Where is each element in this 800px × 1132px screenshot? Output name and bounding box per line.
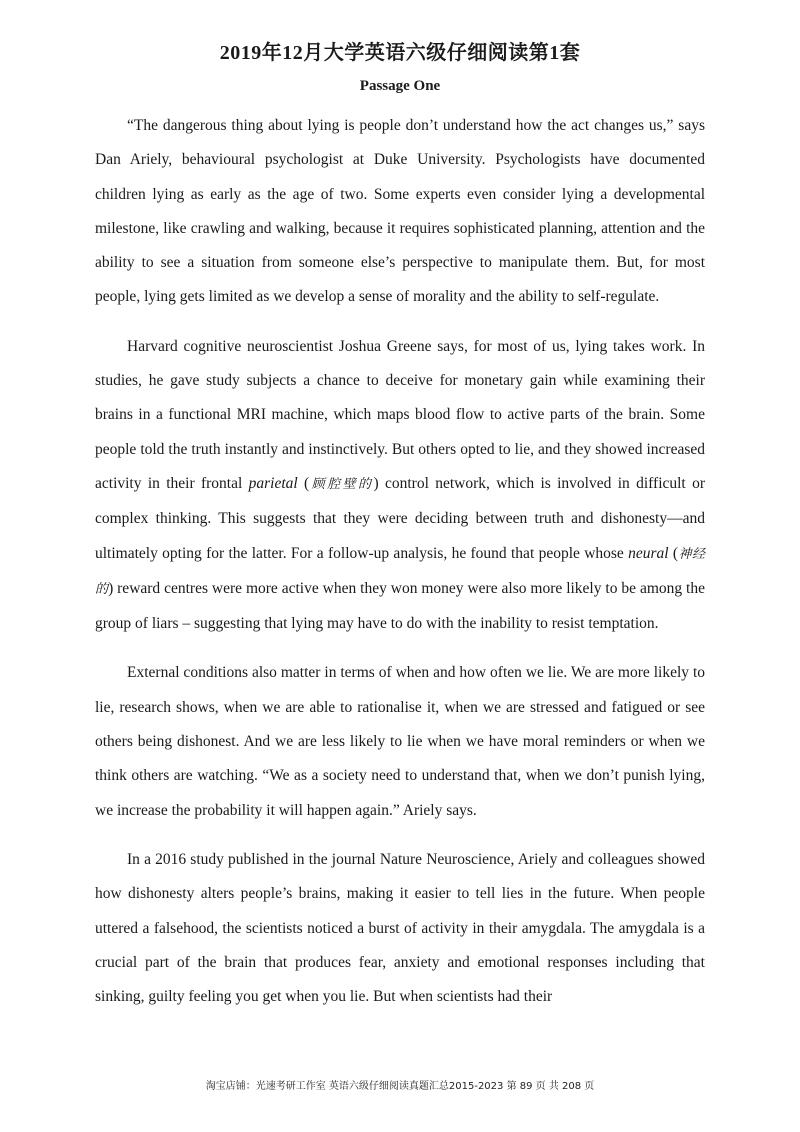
- paragraph-2: [95, 330, 705, 642]
- text-run: In a 2016 study published in the journal Nature Neuroscience, Ariely and colleagues showed how dishonesty alters people’s brains, making it easier to tell lies in the future. When people uttered a falsehood, the scientists noticed a burst of activity in their amygdala. The amygdala is a crucial part of the brain that produces fear, anxiety and emotional responses including that sinking, guilty feeling you get when you lie. But when scientists had their: [95, 850, 705, 1006]
- passage-body: [95, 109, 705, 1014]
- passage-heading: Passage One: [359, 78, 441, 94]
- text-run: (: [297, 474, 310, 492]
- page-title: 2019年12月大学英语六级仔细阅读第1套: [219, 42, 581, 64]
- text-run: ) control network, which is involved in difficult or complex thinking. This suggests that they were deciding between truth and dishonesty—and ultimately opting for the latter. For a follow-up analysis, he found that people whose: [95, 474, 705, 562]
- italic-term: neural: [628, 544, 669, 562]
- paragraph-3: [95, 656, 705, 827]
- paragraph-4: [95, 843, 705, 1014]
- paragraph-1: [95, 109, 705, 315]
- text-run: (: [668, 544, 679, 562]
- text-run: Harvard cognitive neuroscientist Joshua Greene says, for most of us, lying takes work. In studies, he gave study subjects a chance to deceive for monetary gain while examining their brains in a functional MRI machine, which maps blood flow to active parts of the brain. Some people told the truth instantly and instinctively. But others opted to lie, and they showed increased activity in their frontal: [95, 337, 705, 492]
- page-footer: 淘宝店铺：光速考研工作室 英语六级仔细阅读真题汇总2015-2023 第 89 页 共 208 页: [205, 1081, 595, 1092]
- chinese-gloss: 神经的: [95, 546, 705, 597]
- text-run: External conditions also matter in terms of when and how often we lie. We are more likely to lie, research shows, when we are able to rationalise it, when we are stressed and fatigued or see others being dishonest. And we are less likely to lie when we have moral reminders or when we think others are watching. “We as a society need to understand that, when we don’t punish lying, we increase the probability it will happen again.” Ariely says.: [95, 664, 705, 819]
- chinese-gloss: 顾腔壁的: [309, 476, 374, 492]
- italic-term: parietal: [248, 474, 298, 492]
- text-run: “The dangerous thing about lying is people don’t understand how the act changes us,” says Dan Ariely, behavioural psychologist at Duke University. Psychologists have documented children lying as early as the age of two. Some experts even consider lying a developmental milestone, like crawling and walking, because it requires sophisticated planning, attention and the ability to see a situation from someone else’s perspective to manipulate them. But, for most people, lying gets limited as we develop a sense of morality and the ability to self-regulate.: [95, 117, 705, 306]
- text-run: ) reward centres were more active when they won money were also more likely to be among the group of liars – suggesting that lying may have to do with the inability to resist temptation.: [95, 579, 705, 633]
